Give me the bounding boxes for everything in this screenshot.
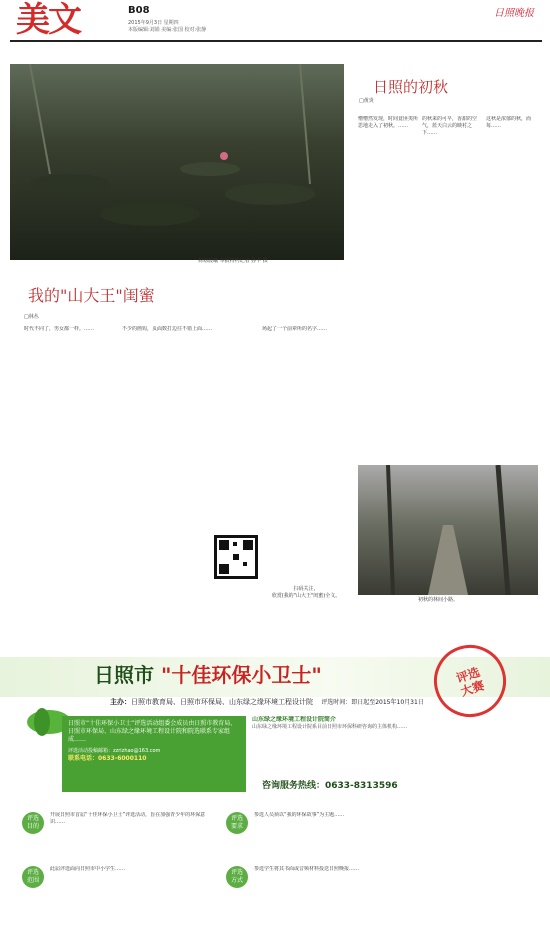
badge-scope: 评选 范围 [22,866,44,888]
lotus-pond-photo [10,64,344,260]
green-box-phone: 联系电话：0633-6000110 [68,755,147,762]
article-col-autumn-1: 懵懵然发现，时间竟匪夷所思地走入了初秋。…… [358,116,418,129]
article-col-boudoir-1: 时代不同了，男女都一样。…… [24,326,95,332]
hotline: 咨询服务热线：0633-8313596 [262,781,398,791]
photo2-caption: 初秋的林间小路。 [418,597,459,603]
article-col-autumn-3: 这秋是浓郁的秋，而每…… [486,116,532,129]
green-box-email[interactable]: 评选活动投稿邮箱：zzrizhao@163.com [68,748,161,754]
company-intro: 山东绿之缘环境工程设计院系目前日照市环保科研咨询的主体机构…… [252,724,408,730]
lotus-pond-illustration [10,64,344,260]
host-list: 日照市教育局、日照市环保局、山东绿之缘环境工程设计院 [131,698,313,706]
article-title-boudoir: 我的"山大王"闺蜜 [28,286,155,305]
article-col-autumn-2: 的秋来的可早，香甜的空气，蓝天白云的映衬之下…… [422,116,478,136]
article-col-boudoir-3: 场起了一个前辈所的名字…… [262,326,328,332]
badge-method: 评选 方式 [226,866,248,888]
ad-title-quote: "十佳环保小卫士" [160,663,322,687]
newspaper-brand: 日照晚报 [494,8,534,19]
header-date: 2015年9月3日 星期四 [128,20,179,26]
page-number: B08 [128,5,150,16]
header-rule [10,40,542,42]
badge-purpose-text: 开展日照市首届“十佳环保小卫士”评选活动，旨在加强青少年的环保意识…… [50,812,206,825]
qr-caption: 扫码关注， 欣赏(我的"山大王"闺蜜)全文。 [271,586,341,599]
badge-scope-text: 此届评选面向日照市中小学生…… [50,866,126,872]
photo1-caption: 荷塘晨曦 本报特约记者 孙平 摄 [198,258,268,264]
ad-title [94,660,322,690]
article-col-boudoir-2: 不少的画钩，页面数打边往不错上面…… [122,326,212,332]
forest-path-photo [358,465,538,595]
qr-code[interactable] [214,535,258,579]
selection-stamp: 评选 大赛 [425,636,516,727]
masthead: 美文 [16,0,80,40]
badge-requirements: 评选 要求 [226,812,248,834]
green-box-text: 日照市“十佳环保小卫士”评选活动组委会成员由日照市教育局、日照市环保局、山东绿之缘环境工程设计院和院选联系专家组成…… [68,720,237,743]
ad-green-box [62,716,246,792]
article-byline-boudoir: □林丛 [24,314,39,320]
ad-rules [0,808,550,928]
article-byline-autumn: □黄炎 [359,98,374,104]
company-heading: 山东绿之缘环境工程设计院简介 [252,716,337,723]
ad-title-city: 日照市 [94,663,154,687]
header-editors: 本版编辑:刘娟 美编:张国 校对:张静 [128,27,207,33]
host-label: 主办： [110,698,131,706]
article-title-autumn: 日照的初秋 [373,78,449,96]
badge-purpose: 评选 目的 [22,812,44,834]
ad-hosts [110,697,424,708]
forest-path-illustration [358,465,538,595]
header-meta [128,20,206,34]
ad-period: 评选时间：即日起至2015年10月31日 [321,699,424,706]
qr-code-pattern [217,538,255,576]
badge-method-text: 参选学生将其书面或音频材料投送日照晚报…… [254,866,360,872]
badge-requirements-text: 参选人员须以“我的环保故事”为主题…… [254,812,345,818]
